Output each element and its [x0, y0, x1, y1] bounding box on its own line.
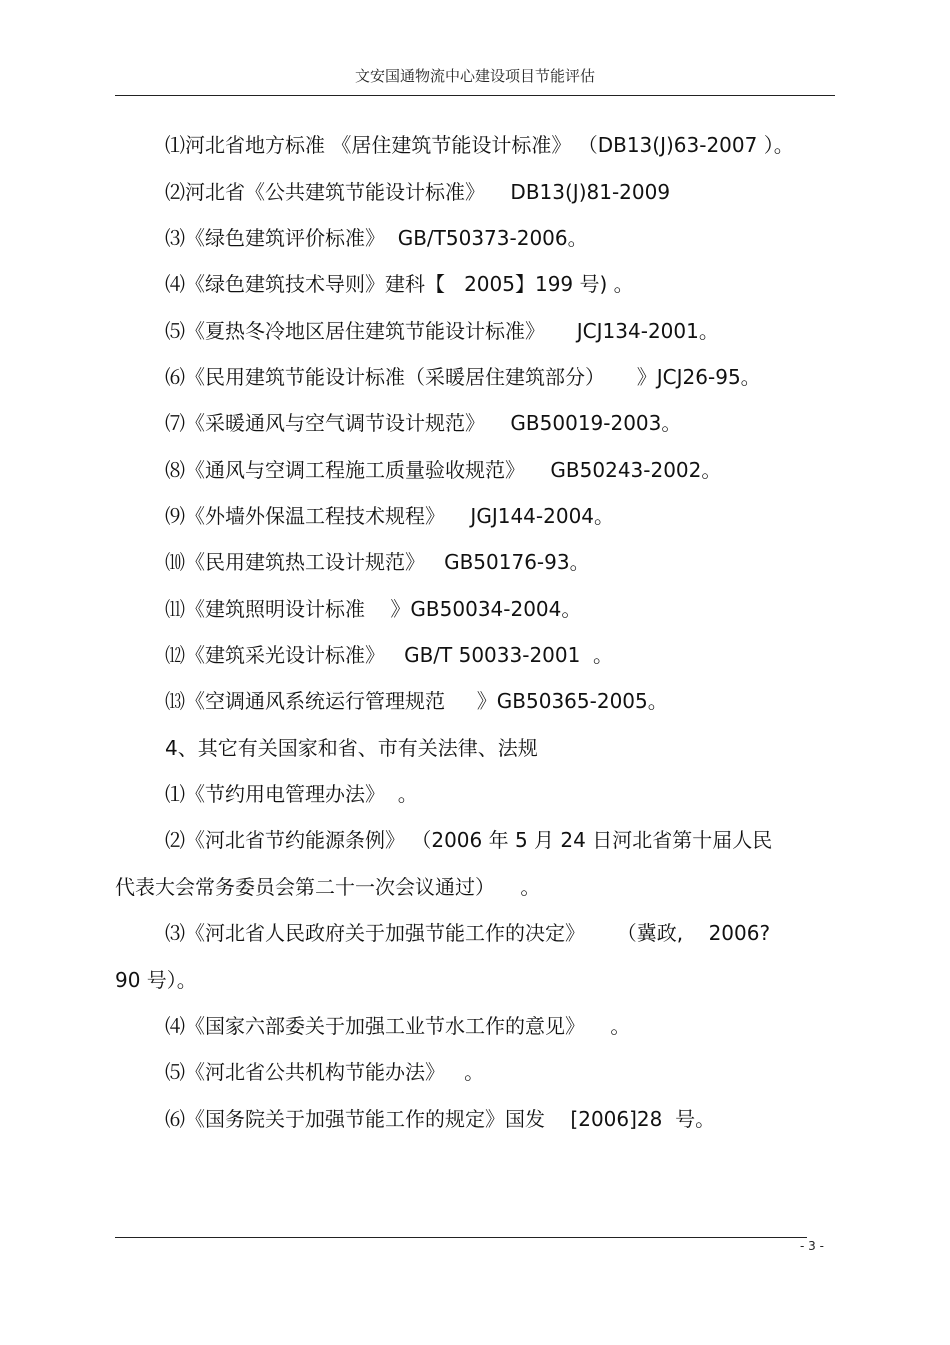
page-header: 文安国通物流中心建设项目节能评估: [354, 67, 595, 85]
footer-rule: [115, 1237, 807, 1238]
header-rule: [115, 95, 835, 96]
text-line: ⑴河北省地方标准 《居住建筑节能设计标准》 （DB13(J)63-2007 ）。: [165, 133, 794, 157]
text-line: ⑵《河北省节约能源条例》 （2006 年 5 月 24 日河北省第十届人民: [165, 828, 773, 852]
page-number: - 3 -: [800, 1239, 824, 1253]
text-line-continuation: 90 号）。: [115, 968, 197, 992]
text-line: ⑸《夏热冬冷地区居住建筑节能设计标准》 JCJ134-2001。: [165, 319, 719, 343]
text-line: ⑸《河北省公共机构节能办法》 。: [165, 1060, 485, 1084]
text-line: ⑾《建筑照明设计标准 》GB50034-2004。: [165, 597, 582, 621]
text-line: ⑽《民用建筑热工设计规范》 GB50176-93。: [165, 550, 590, 574]
text-line: ⑹《国务院关于加强节能工作的规定》国发 [2006]28 号。: [165, 1107, 716, 1131]
text-line: ⑴《节约用电管理办法》 。: [165, 782, 418, 806]
text-line: ⑺《采暖通风与空气调节设计规范》 GB50019-2003。: [165, 411, 682, 435]
text-line: ⑷《国家六部委关于加强工业节水工作的意见》 。: [165, 1014, 631, 1038]
text-line: ⑶《河北省人民政府关于加强节能工作的决定》 （冀政, 2006?: [165, 921, 771, 945]
text-line: ⑼《外墙外保温工程技术规程》 JGJ144-2004。: [165, 504, 615, 528]
text-line-continuation: 代表大会常务委员会第二十一次会议通过） 。: [115, 875, 541, 899]
text-line: ⑶《绿色建筑评价标准》 GB/T50373-2006。: [165, 226, 588, 250]
text-line: ⑿《建筑采光设计标准》 GB/T 50033-2001 。: [165, 643, 614, 667]
text-line: ⑷《绿色建筑技术导则》建科【 2005】199 号) 。: [165, 272, 634, 296]
text-line: ⑹《民用建筑节能设计标准（采暖居住建筑部分） 》JCJ26-95。: [165, 365, 761, 389]
text-line: ⑵河北省《公共建筑节能设计标准》 DB13(J)81-2009: [165, 180, 671, 204]
section-heading: 4、其它有关国家和省、市有关法律、法规: [165, 736, 538, 760]
text-line: ⒀《空调通风系统运行管理规范 》GB50365-2005。: [165, 689, 668, 713]
text-line: ⑻《通风与空调工程施工质量验收规范》 GB50243-2002。: [165, 458, 722, 482]
